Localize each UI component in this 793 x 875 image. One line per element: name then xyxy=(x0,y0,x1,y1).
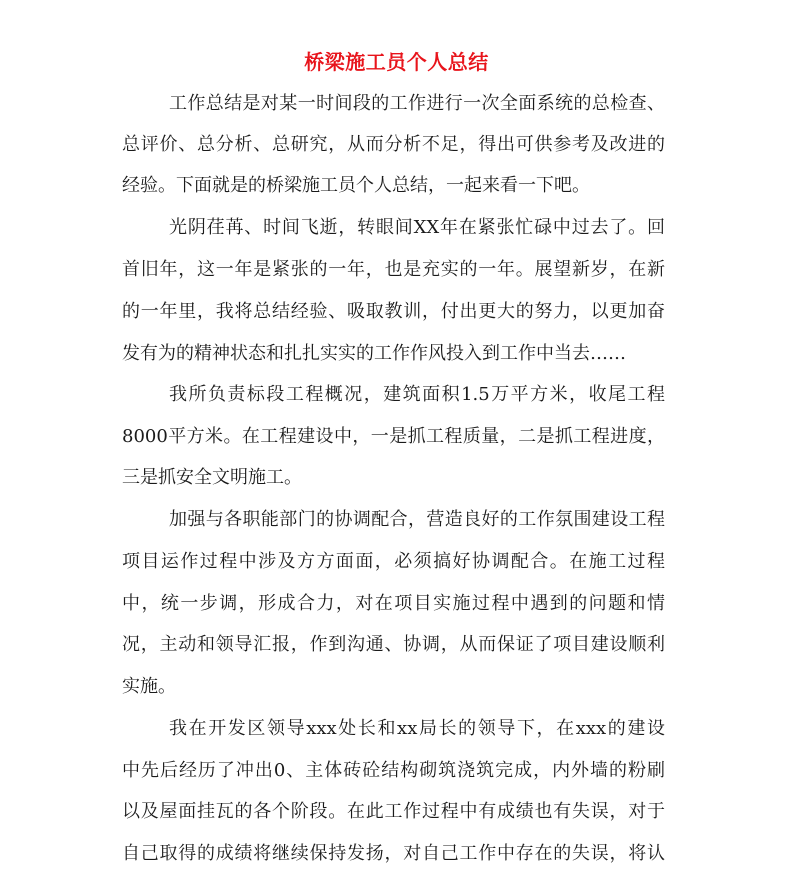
paragraph-5-line-1: 我在开发区领导xxx处长和xx局长的领导下，在xxx的建设 xyxy=(169,718,665,739)
paragraph-2-line-1: 光阴荏苒、时间飞逝，转眼间XX年在紧张忙碌中过去了。回 xyxy=(169,217,665,238)
paragraph-5-line-3: 以及屋面挂瓦的各个阶段。在此工作过程中有成绩也有失误，对于 xyxy=(122,801,665,822)
paragraph-1-line-1: 工作总结是对某一时间段的工作进行一次全面系统的总检查、 xyxy=(169,93,665,114)
paragraph-5-line-2: 中先后经历了冲出0、主体砖砼结构砌筑浇筑完成，内外墙的粉刷 xyxy=(122,760,665,781)
paragraph-4-line-4: 况，主动和领导汇报，作到沟通、协调，从而保证了项目建设顺利 xyxy=(122,634,665,655)
paragraph-3-line-2: 8000平方米。在工程建设中，一是抓工程质量，二是抓工程进度， xyxy=(122,426,665,447)
paragraph-1-line-2: 总评价、总分析、总研究，从而分析不足，得出可供参考及改进的 xyxy=(122,134,665,155)
paragraph-4-line-5: 实施。 xyxy=(122,676,176,697)
paragraph-5-line-4: 自己取得的成绩将继续保持发扬，对自己工作中存在的失误，将认 xyxy=(122,843,665,864)
paragraph-3-line-1: 我所负责标段工程概况，建筑面积1.5万平方米，收尾工程 xyxy=(169,384,665,405)
document-title: 桥梁施工员个人总结 xyxy=(304,50,489,74)
paragraph-2-line-2: 首旧年，这一年是紧张的一年，也是充实的一年。展望新岁，在新 xyxy=(122,259,665,280)
paragraph-4-line-2: 项目运作过程中涉及方方面面，必须搞好协调配合。在施工过程 xyxy=(122,551,665,572)
paragraph-4-line-3: 中，统一步调，形成合力，对在项目实施过程中遇到的问题和情 xyxy=(122,593,665,614)
paragraph-3-line-3: 三是抓安全文明施工。 xyxy=(122,467,302,488)
paragraph-1-line-3: 经验。下面就是的桥梁施工员个人总结，一起来看一下吧。 xyxy=(122,175,590,196)
paragraph-4-line-1: 加强与各职能部门的协调配合，营造良好的工作氛围建设工程 xyxy=(169,509,665,530)
paragraph-2-line-4: 发有为的精神状态和扎扎实实的工作作风投入到工作中当去…… xyxy=(122,343,626,364)
paragraph-2-line-3: 的一年里，我将总结经验、吸取教训，付出更大的努力，以更加奋 xyxy=(122,301,665,322)
